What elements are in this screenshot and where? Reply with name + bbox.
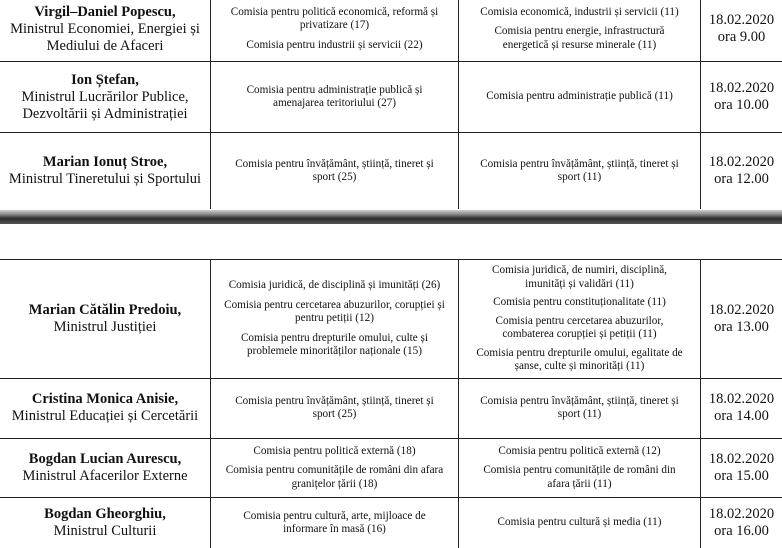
committee-line: Comisia pentru învățământ, știință, tineret și [480,394,679,407]
committee-line: sport (11) [557,408,602,420]
committee-line: granițelor țării (18) [291,477,378,490]
hearing-time: ora 15.00 [714,468,769,484]
committee-line: Comisia juridică, de numiri, disciplină, [492,264,667,277]
committee-line: Comisia pentru învățământ, știință, tineret și [235,157,434,170]
nominee-name: Bogdan Gheorghiu, [44,506,166,522]
ministry-line: Mediului de Afaceri [46,37,164,54]
committee-line: Comisia pentru politică economică, reformă și [230,5,439,18]
table-row [0,0,782,62]
committee-line: Comisia pentru politică externă (18) [253,444,416,457]
table-row [0,133,782,209]
committee-line: sport (25) [312,408,357,420]
senate-committees-cell [458,133,700,209]
deputies-committees-cell [210,498,458,548]
committee-line: Comisia pentru drepturile omului, egalitate de [476,346,683,359]
nominee-cell [0,439,210,497]
committee-line: informare în masă (16) [283,523,386,535]
committee-line: Comisia pentru cercetarea abuzurilor, corupției și [224,298,445,311]
committee-line: Comisia pentru politică externă (12) [498,444,661,457]
deputies-committees-cell [210,62,458,132]
nominee-cell [0,378,210,438]
committee-line: energetică și resurse minerale (11) [502,38,657,51]
committee-line: privatizare (17) [299,19,370,32]
committee-line: Comisia pentru industrii și servicii (22) [246,38,423,51]
committee-line: Comisia economică, industrii și servicii (11) [480,5,679,18]
committee-line: Comisia pentru drepturile omului, culte și [240,331,429,344]
committee-line: șanse, culte și minorități (11) [514,360,645,373]
committee-line: Comisia pentru comunitățile de români din afara [225,464,444,477]
ministry-line: Ministrul Justiției [53,319,157,335]
date-time-cell [700,62,782,132]
hearing-date: 18.02.2020 [708,302,775,318]
hearing-time: ora 14.00 [714,408,769,424]
hearing-time: ora 12.00 [714,171,769,187]
nominee-name: Bogdan Lucian Aurescu, [28,451,182,467]
ministry-line: Ministrul Afacerilor Externe [22,468,188,484]
senate-committees-cell [458,260,700,378]
committee-line: Comisia pentru învățământ, știință, tineret și [235,394,434,407]
nominee-cell [0,62,210,132]
nominee-cell [0,0,210,61]
nominee-name: Marian Cătălin Predoiu, [28,302,182,318]
table-row [0,378,782,439]
deputies-committees-cell [210,260,458,378]
nominee-cell [0,260,210,378]
nominee-name: Virgil–Daniel Popescu, [34,3,176,20]
nominee-cell [0,498,210,548]
ministry-line: Dezvoltării și Administrației [22,105,188,122]
committee-line: Comisia pentru administrație publică și [246,83,423,96]
nominee-name: Marian Ionuț Stroe, [42,154,168,170]
hearing-date: 18.02.2020 [708,80,775,96]
deputies-committees-cell [210,378,458,438]
senate-committees-cell [458,378,700,438]
date-time-cell [700,260,782,378]
date-time-cell [700,0,782,61]
date-time-cell [700,439,782,497]
deputies-committees-cell [210,439,458,497]
table-row [0,498,782,548]
table-row [0,62,782,133]
senate-committees-cell [458,0,700,61]
hearing-date: 18.02.2020 [708,451,775,467]
committee-line: Comisia pentru cercetarea abuzurilor, [495,314,664,327]
hearing-date: 18.02.2020 [708,154,775,170]
deputies-committees-cell [210,0,458,61]
date-time-cell [700,378,782,438]
committee-line: Comisia pentru învățământ, știință, tineret și [480,157,679,170]
date-time-cell [700,498,782,548]
ministry-line: Ministrul Educației și Cercetării [11,408,199,424]
senate-committees-cell [458,498,700,548]
hearing-time: ora 13.00 [714,319,769,335]
committee-line: Comisia pentru administrație publică (11) [486,90,673,103]
committee-line: Comisia pentru constituționalitate (11) [493,296,666,309]
committee-line: sport (25) [312,171,357,183]
ministry-line: Ministrul Tineretului și Sportului [8,171,202,187]
ministry-line: Ministrul Lucrărilor Publice, [21,88,189,105]
ministry-line: Ministrul Economiei, Energiei și [10,20,200,37]
committee-line: Comisia pentru cultură, arte, mijloace de [243,509,426,522]
committee-line: sport (11) [557,171,602,183]
nominee-cell [0,133,210,209]
ministry-line: Ministrul Culturii [53,523,157,539]
committee-line: imunități și validări (11) [525,277,634,290]
hearing-time: ora 9.00 [717,29,766,45]
senate-committees-cell [458,62,700,132]
nominee-name: Cristina Monica Anisie, [31,391,179,407]
hearing-date: 18.02.2020 [708,391,775,407]
committee-line: Comisia juridică, de disciplină și imunități (26) [228,279,441,292]
committee-line: pentru petiții (12) [295,312,374,325]
committee-line: Comisia pentru cultură și media (11) [497,516,662,529]
committee-line: problemele minorităților naționale (15) [247,345,422,358]
deputies-committees-cell [210,133,458,209]
committee-line: Comisia pentru comunitățile de români din [483,464,676,477]
page-break-divider [0,210,782,224]
hearing-date: 18.02.2020 [708,12,775,28]
hearing-time: ora 10.00 [714,97,769,113]
nominee-name: Ion Ștefan, [71,71,139,88]
committee-line: combaterea corupției și petiții (11) [502,328,657,341]
senate-committees-cell [458,439,700,497]
committee-line: afara țării (11) [547,477,612,490]
hearing-time: ora 16.00 [714,523,769,539]
date-time-cell [700,133,782,209]
committee-line: Comisia pentru energie, infrastructură [494,25,665,38]
committee-line: amenajarea teritoriului (27) [272,97,396,109]
table-row [0,439,782,498]
hearing-date: 18.02.2020 [708,506,775,522]
table-row [0,259,782,379]
